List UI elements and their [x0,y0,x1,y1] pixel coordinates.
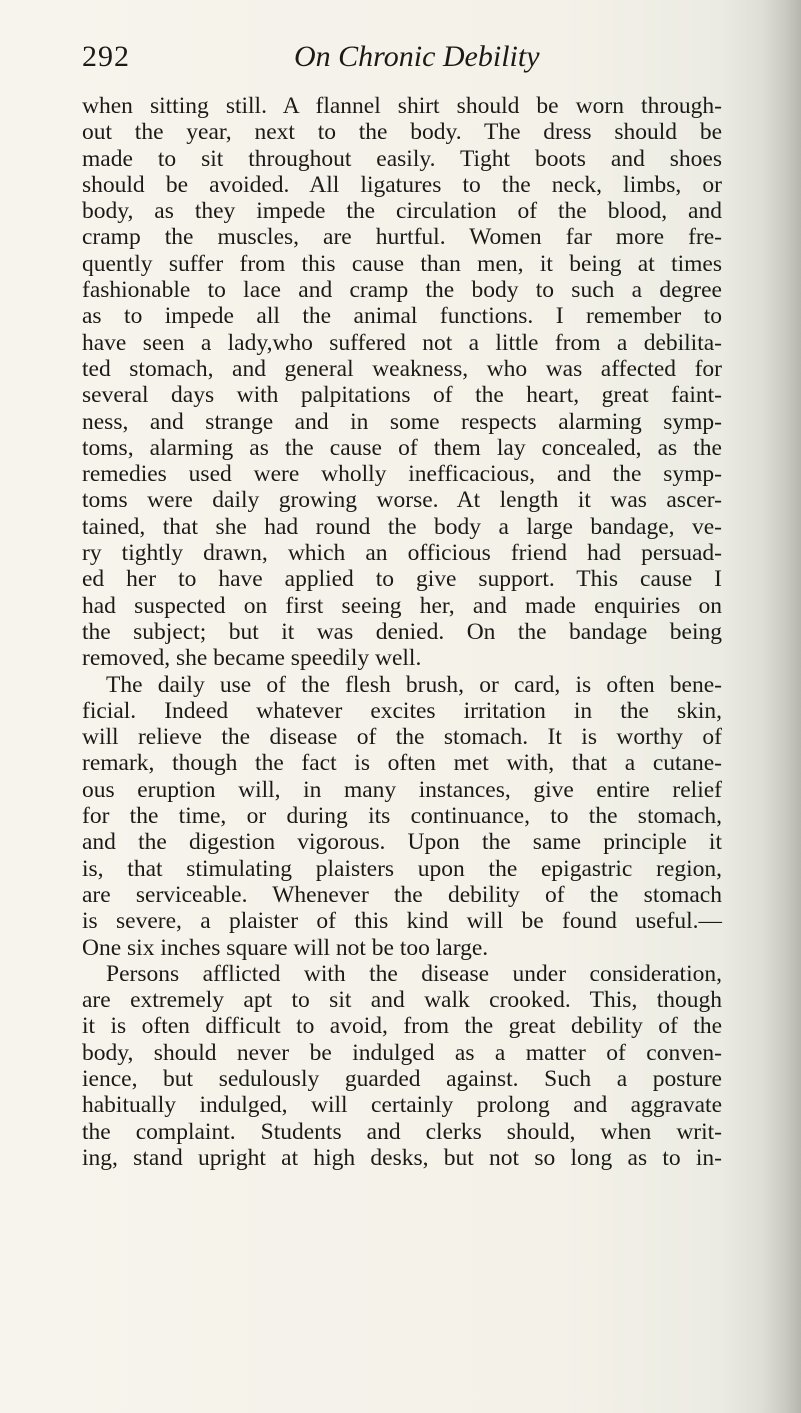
paragraph-start-line: Persons afflicted with the disease under consideration, [106,960,722,987]
text-line: toms, alarming as the cause of them lay concealed, as the [82,434,722,461]
text-line: it is often difficult to avoid, from the great debility of the [82,1013,722,1040]
paragraph-end-line: removed, she became speedily well. [82,645,422,672]
text-line: ed her to have applied to give support. This cause I [82,566,722,593]
page-edge-shadow [761,0,801,1413]
text-line: will relieve the disease of the stomach. It is worthy of [82,724,722,751]
text-line: out the year, next to the body. The dress should be [82,119,722,146]
text-line: ted stomach, and general weakness, who was affected for [82,355,722,382]
text-line: ous eruption will, in many instances, give entire relief [82,776,722,803]
text-line: have seen a lady,who suffered not a little from a debilita- [82,329,722,356]
text-line: fashionable to lace and cramp the body to such a degree [82,277,722,304]
text-line: as to impede all the animal functions. I remember to [82,303,722,330]
text-line: ness, and strange and in some respects alarming symp- [82,408,722,435]
text-line: several days with palpitations of the heart, great faint- [82,382,722,409]
text-line: quently suffer from this cause than men, it being at times [82,250,722,277]
text-line: body, should never be indulged as a matter of conven- [82,1039,722,1066]
text-line: ience, but sedulously guarded against. Such a posture [82,1065,722,1092]
text-line: are serviceable. Whenever the debility of the stomach [82,881,722,908]
text-line: the complaint. Students and clerks should, when writ- [82,1118,722,1145]
paragraph-end-line: One six inches square will not be too large. [82,934,489,961]
text-line: should be avoided. All ligatures to the neck, limbs, or [82,171,722,198]
text-line: the subject; but it was denied. On the bandage being [82,618,722,645]
page-number: 292 [82,40,130,73]
text-line: had suspected on first seeing her, and made enquiries on [82,592,722,619]
running-title: On Chronic Debility [294,40,540,73]
text-line: habitually indulged, will certainly prolong and aggravate [82,1092,722,1119]
text-line: tained, that she had round the body a large bandage, ve- [82,513,722,540]
text-line: is, that stimulating plaisters upon the epigastric region, [82,855,722,882]
text-line: ficial. Indeed whatever excites irritation in the skin, [82,697,722,724]
body-text [82,93,722,1171]
text-line: remark, though the fact is often met with, that a cutane- [82,750,722,777]
text-line: ry tightly drawn, which an officious friend had persuad- [82,540,722,567]
text-line: for the time, or during its continuance, to the stomach, [82,803,722,830]
text-line: and the digestion vigorous. Upon the same principle it [82,829,722,856]
text-line: body, as they impede the circulation of the blood, and [82,198,722,225]
text-line: toms were daily growing worse. At length it was ascer- [82,487,722,514]
text-line: remedies used were wholly inefficacious, and the symp- [82,461,722,488]
text-line: are extremely apt to sit and walk crooked. This, though [82,987,722,1014]
paragraph-start-line: The daily use of the flesh brush, or card, is often bene- [106,671,722,698]
text-line: ing, stand upright at high desks, but not so long as to in- [82,1144,722,1171]
text-line: made to sit throughout easily. Tight boots and shoes [82,145,722,172]
page-header [82,40,722,86]
text-line: when sitting still. A flannel shirt should be worn through- [82,93,722,119]
text-line: is severe, a plaister of this kind will be found useful.— [82,908,722,935]
text-line: cramp the muscles, are hurtful. Women far more fre- [82,224,722,251]
